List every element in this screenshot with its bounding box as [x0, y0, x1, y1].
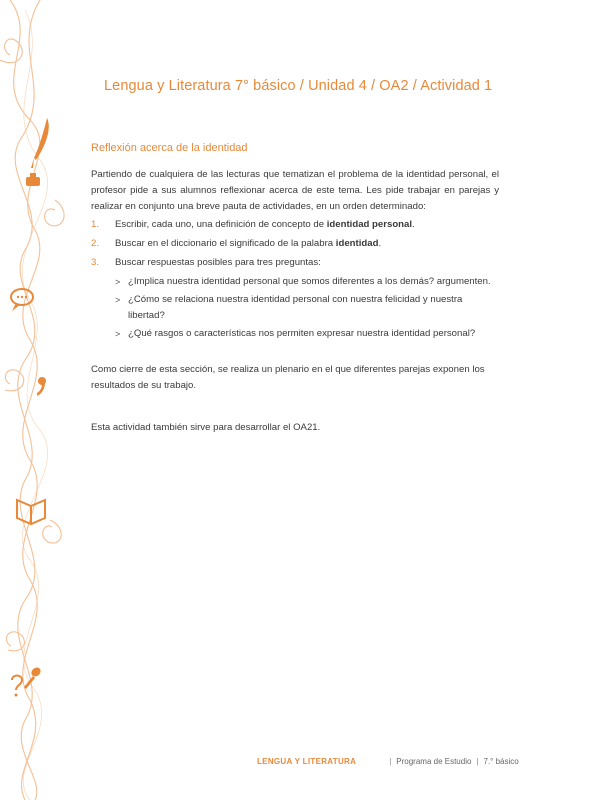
- decorative-border: [0, 0, 75, 800]
- list-item: [115, 274, 499, 290]
- question-mark-icon: [12, 676, 22, 697]
- step-number: 1.: [91, 219, 100, 230]
- footer-separator: |: [389, 757, 392, 766]
- footer-grade: 7.° básico: [483, 757, 519, 766]
- inkwell-icon: [26, 173, 40, 186]
- footer-separator: |: [476, 757, 479, 766]
- chevron-right-icon: >: [115, 329, 121, 339]
- page-header: Lengua y Literatura 7° básico / Unidad 4 / OA2 / Actividad 1: [104, 78, 493, 94]
- list-item: [115, 292, 499, 324]
- list-item: [91, 217, 499, 233]
- step-bold: identidad: [335, 238, 379, 249]
- list-item: [91, 255, 499, 342]
- closing-paragraph: Como cierre de esta sección, se realiza un plenario en el que diferentes parejas exponen los resultados de su trabajo.: [91, 364, 485, 391]
- chevron-right-icon: >: [115, 295, 121, 305]
- question-text: ¿Qué rasgos o características nos permiten expresar nuestra identidad personal?: [128, 328, 476, 339]
- page-footer: [257, 757, 519, 766]
- quill-pen-icon: [31, 118, 49, 168]
- section-title: Reflexión acerca de la identidad: [91, 142, 248, 154]
- list-item: [91, 236, 499, 252]
- questions-list: [115, 274, 499, 342]
- steps-list: [91, 217, 499, 342]
- footer-program: Programa de Estudio: [396, 757, 472, 766]
- step-end: .: [412, 219, 415, 230]
- comma-icon: [37, 377, 46, 396]
- step-text: Buscar en el diccionario el significado de la palabra: [115, 238, 336, 249]
- step-number: 2.: [91, 238, 100, 249]
- list-item: [115, 326, 499, 342]
- step-end: .: [378, 238, 382, 249]
- step-bold: identidad personal: [326, 219, 413, 230]
- oa-note: Esta actividad también sirve para desarrollar el OA21.: [91, 422, 321, 433]
- step-text: Buscar respuestas posibles para tres preguntas:: [115, 257, 321, 268]
- step-text: Escribir, cada uno, una definición de concepto de: [115, 219, 327, 230]
- footer-brand: LENGUA Y LITERATURA: [257, 757, 357, 766]
- question-text: ¿Cómo se relaciona nuestra identidad personal con nuestra felicidad y nuestra libertad?: [128, 294, 463, 321]
- activity-content: [91, 167, 499, 436]
- step-number: 3.: [91, 257, 100, 268]
- question-text: ¿Implica nuestra identidad personal que somos diferentes a los demás? argumenten.: [128, 276, 491, 287]
- intro-paragraph: Partiendo de cualquiera de las lecturas que tematizan el problema de la identidad personal, el profesor pide a sus alumnos reflexionar acerca de este tema. Les pide trabajar en parejas y realizar en conjunto una breve pauta de actividades, en un orden determinado:: [91, 169, 499, 212]
- chevron-right-icon: >: [115, 277, 121, 287]
